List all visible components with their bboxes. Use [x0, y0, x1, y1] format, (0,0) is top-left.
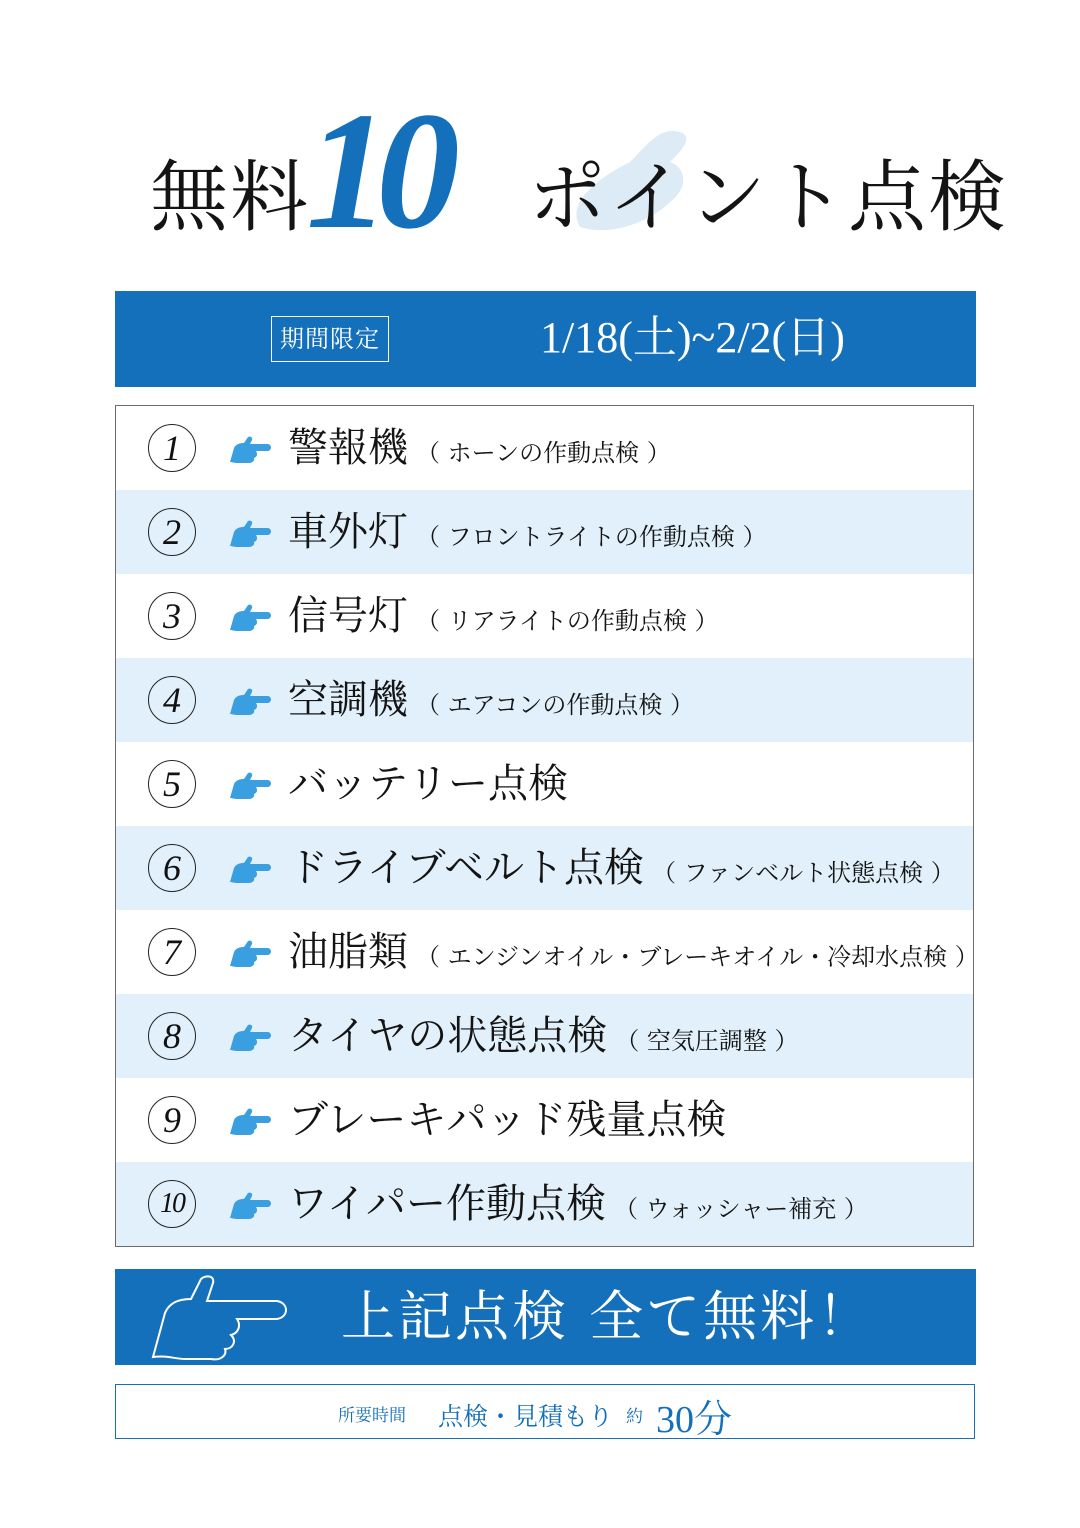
list-item — [116, 406, 973, 490]
item-number: 10 — [148, 1180, 196, 1228]
item-note: （ リアライトの作動点検 ） — [416, 607, 719, 635]
item-note: （ フロントライトの作動点検 ） — [416, 523, 767, 551]
item-name: 空調機 — [288, 677, 408, 723]
title-prefix: 無料 — [150, 153, 311, 243]
item-number: 6 — [148, 844, 196, 892]
item-name: タイヤの状態点検 — [288, 1013, 608, 1059]
item-note: （ エンジンオイル・ブレーキオイル・冷却水点検 ） — [416, 943, 979, 971]
item-name: ドライブベルト点検 — [288, 845, 644, 891]
list-item — [116, 826, 973, 910]
inspection-list — [115, 405, 979, 1247]
item-name: バッテリー点検 — [288, 761, 568, 807]
item-note: （ ファンベルト状態点検 ） — [652, 859, 955, 887]
item-text — [288, 506, 767, 563]
item-number: 3 — [148, 592, 196, 640]
period-tag: 期間限定 — [271, 316, 389, 362]
pointing-hand-icon — [228, 436, 272, 464]
item-name: 信号灯 — [288, 593, 408, 639]
item-text — [288, 674, 694, 731]
item-text — [288, 842, 955, 899]
item-number: 8 — [148, 1012, 196, 1060]
pointing-hand-icon — [228, 520, 272, 548]
item-name: 警報機 — [288, 425, 408, 471]
item-number: 2 — [148, 508, 196, 556]
time-what: 点検・見積もり — [438, 1402, 614, 1431]
pointing-hand-outline-icon — [145, 1273, 295, 1363]
item-note: （ ホーンの作動点検 ） — [416, 439, 671, 467]
pointing-hand-icon — [228, 1108, 272, 1136]
pointing-hand-icon — [228, 772, 272, 800]
list-item — [116, 658, 973, 742]
item-number: 1 — [148, 424, 196, 472]
list-item — [116, 1162, 973, 1246]
list-item — [116, 994, 973, 1078]
time-label: 所要時間 — [338, 1406, 406, 1426]
item-number: 9 — [148, 1096, 196, 1144]
period-dates: 1/18(土)~2/2(日) — [540, 313, 845, 362]
item-number: 4 — [148, 676, 196, 724]
list-item — [116, 742, 973, 826]
item-text — [288, 926, 979, 983]
pointing-hand-icon — [228, 856, 272, 884]
pointing-hand-icon — [228, 688, 272, 716]
time-box — [115, 1384, 975, 1439]
item-text — [288, 1178, 868, 1235]
item-name: ブレーキパッド残量点検 — [288, 1097, 727, 1143]
pointing-hand-icon — [228, 604, 272, 632]
item-note: （ エアコンの作動点検 ） — [416, 691, 695, 719]
free-banner — [115, 1269, 976, 1365]
pointing-hand-icon — [228, 1024, 272, 1052]
item-text — [288, 422, 671, 479]
page-title — [0, 78, 1080, 265]
list-item — [116, 490, 973, 574]
time-about: 約 — [626, 1407, 643, 1427]
item-text — [288, 1010, 798, 1067]
pointing-hand-icon — [228, 1192, 272, 1220]
banner-text: 上記点検 全て無料！ — [341, 1285, 875, 1348]
item-text — [288, 1094, 726, 1146]
item-name: ワイパー作動点検 — [288, 1181, 606, 1227]
item-note: （ 空気圧調整 ） — [615, 1027, 799, 1055]
list-item — [116, 910, 979, 994]
period-bar — [115, 291, 976, 387]
item-text — [288, 758, 568, 810]
time-value: 30分 — [656, 1399, 733, 1441]
title-suffix: ポイント点検 — [528, 153, 1009, 243]
item-number: 5 — [148, 760, 196, 808]
title-number: 10 — [306, 78, 446, 264]
pointing-hand-icon — [228, 940, 272, 968]
item-name: 油脂類 — [288, 929, 408, 975]
list-item — [116, 574, 973, 658]
list-item — [116, 1078, 973, 1162]
item-number: 7 — [148, 928, 196, 976]
item-note: （ ウォッシャー補充 ） — [614, 1195, 868, 1223]
item-text — [288, 590, 719, 647]
item-name: 車外灯 — [288, 509, 408, 555]
